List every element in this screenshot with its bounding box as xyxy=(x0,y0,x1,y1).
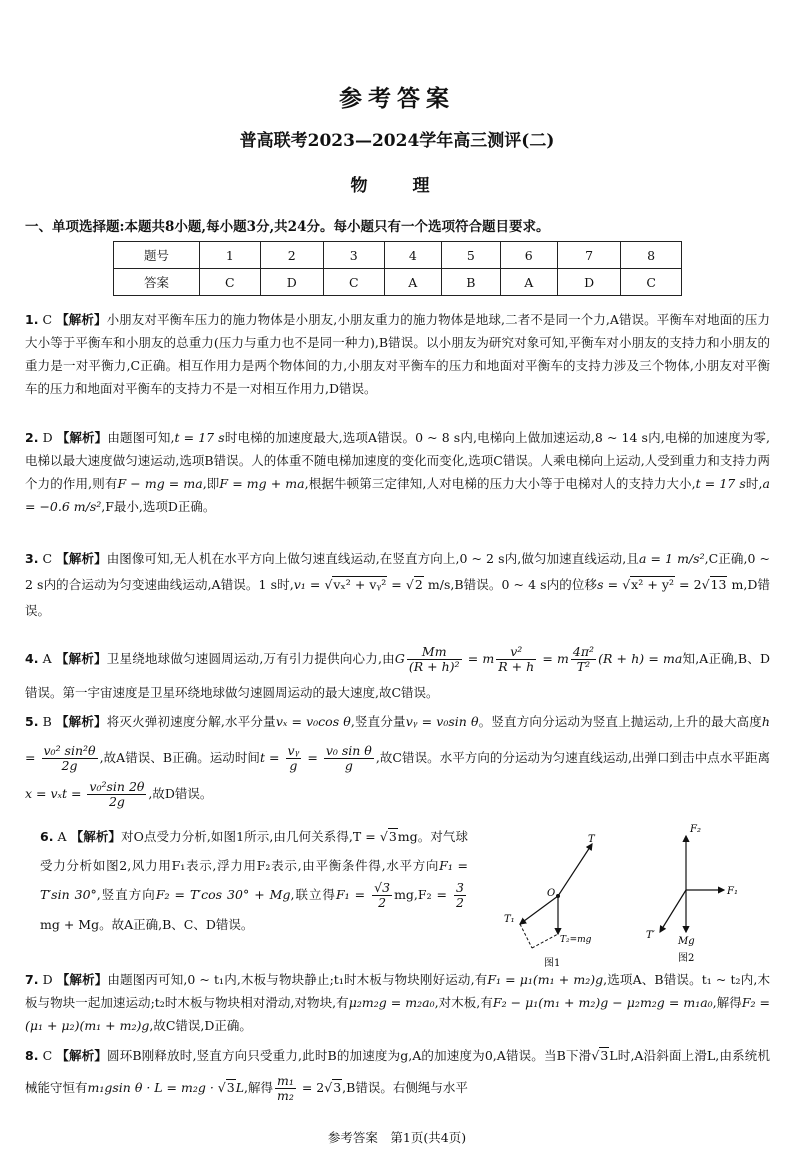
formula: a = 1 m/s² xyxy=(638,551,705,566)
denominator: g xyxy=(289,758,298,773)
answer-letter: C xyxy=(42,312,53,327)
figure-1-caption: 图1 xyxy=(544,958,561,969)
tension-T1-arrow xyxy=(520,896,558,924)
analysis-text: 卫星绕地球做匀速圆周运动,万有引力提供向心力,由 xyxy=(106,651,395,666)
formula: F₁ = μ₁(m₁ + m₂)g xyxy=(487,972,604,987)
page-footer: 参考答案 第1页(共4页) xyxy=(327,1130,467,1145)
numerator: m₁ xyxy=(277,1073,294,1088)
answer-letter: A xyxy=(57,829,67,844)
label-Tp: T′ xyxy=(646,930,655,941)
analysis-tag: 【解析】 xyxy=(56,430,108,445)
sqrt-expression: 13 xyxy=(710,577,727,592)
formula: F = mg + ma xyxy=(219,476,305,491)
sqrt-expression: vₓ² + vᵧ² xyxy=(333,577,387,592)
analysis-text: 圆环B刚释放时,竖直方向只受重力,此时B的加速度为g,A的加速度为0,A错误。当B下滑 xyxy=(107,1048,592,1063)
analysis-text: 由图像可知,无人机在水平方向上做匀速直线运动,在竖直方向上,0 ~ 2 s内,做匀加速直线运动,且 xyxy=(106,551,639,566)
fraction xyxy=(324,744,374,773)
answer-letter: C xyxy=(42,1048,53,1063)
formula: = m xyxy=(538,651,569,666)
question-6: 6. A 【解析】对O点受力分析,如图1所示,由几何关系得,T = √3mg。对气球受力分析如图2,风力用F₁表示,浮力用F₂表示,由平衡条件得,水平方向F₁ = T′sin 30°,竖直方向F₂ = T′cos 30° + Mg,联立得F₁ = $\frac{√3}{2}$ mg,F₂ = $\frac{3}{2}$ mg + Mg。故A正确,B、C、D错误。 xyxy=(40,829,468,932)
question-number: 7. xyxy=(25,972,39,987)
formula: F₂ − μ₁(m₁ + m₂)g − μ₂m₂g = m₁a₀ xyxy=(492,995,713,1010)
numerator: v₀ sin θ xyxy=(325,743,372,758)
analysis-text: 将灭火弹初速度分解,水平分量 xyxy=(106,714,276,729)
analysis-text: ,B错误。右侧绳与水平 xyxy=(342,1080,468,1095)
numerator: vᵧ xyxy=(287,743,300,758)
analysis-text: = 2 xyxy=(297,1080,325,1095)
fraction xyxy=(42,744,98,773)
analysis-text: 对O点受力分析,如图1所示,由几何关系得,T = xyxy=(121,829,380,844)
analysis-tag: 【解析】 xyxy=(70,829,121,844)
formula: x = vₓt = xyxy=(25,786,86,801)
sqrt-expression: 3 xyxy=(600,1048,609,1063)
analysis-text: mg。对气球受力分析如图2,风力用F₁表示,浮力用F₂表示,由平衡条件得,水平方向 xyxy=(40,829,468,873)
fraction xyxy=(407,645,462,674)
question-number: 3. xyxy=(25,551,39,566)
analysis-text: 。竖直方向分运动为竖直上抛运动,上升的最大高度 xyxy=(478,714,762,729)
denominator: 2 xyxy=(456,895,464,910)
sqrt-expression: 3 xyxy=(226,1080,235,1095)
denominator: g xyxy=(344,758,353,773)
fraction xyxy=(496,645,536,674)
table-row-numbers xyxy=(114,242,682,269)
numerator: √3 xyxy=(374,880,391,895)
formula: t = 17 s xyxy=(695,476,746,491)
denominator: m₂ xyxy=(277,1088,294,1103)
label-F2: F₂ xyxy=(690,824,701,835)
analysis-text: m,D错误。 xyxy=(25,577,771,618)
sqrt-expression: x² + y² xyxy=(631,577,674,592)
fraction xyxy=(571,645,596,674)
analysis-tag: 【解析】 xyxy=(56,312,107,327)
question-4 xyxy=(25,642,770,710)
formula: F − mg = ma xyxy=(117,476,203,491)
formula: = xyxy=(303,750,322,765)
numerator: v₀² sin²θ xyxy=(43,743,96,758)
label-T2: T₂=mg xyxy=(560,935,592,945)
analysis-text: ,故C错误,D正确。 xyxy=(149,1018,252,1033)
table-cell: A xyxy=(384,269,442,296)
question-number: 5. xyxy=(25,714,39,729)
analysis-text: ,F最小,选项D正确。 xyxy=(101,499,216,514)
numerator: Mm xyxy=(407,645,462,660)
question-number: 1. xyxy=(25,312,39,327)
tension-T-arrow xyxy=(558,844,592,896)
question-2 xyxy=(25,426,770,518)
analysis-text: ,故C错误。水平方向的分运动为匀速直线运动,出弹口到击中点水平距离 xyxy=(375,750,770,765)
formula: L xyxy=(235,1080,245,1095)
question-number: 4. xyxy=(25,651,39,666)
analysis-text: ,C正确,0 ~ 2 s内的合运动为匀变速曲线运动,A错误。1 s时, xyxy=(25,551,770,592)
analysis-text: ,解得 xyxy=(244,1080,273,1095)
analysis-text: ,解得 xyxy=(712,995,742,1010)
answer-letter: D xyxy=(42,972,53,987)
analysis-text: mg,F₂ = xyxy=(394,887,453,902)
analysis-text: ,选项A、B错误。t₁ ~ t₂内,木板与物块一起加速运动;t₂时木板与物块相对滑动,对物块,有 xyxy=(25,972,770,1010)
table-cell: 7 xyxy=(558,242,621,269)
table-header-cell: 答案 xyxy=(114,269,200,296)
formula: t = 17 s xyxy=(174,430,225,445)
analysis-text: ,故D错误。 xyxy=(148,786,213,801)
figure-2 xyxy=(646,824,738,964)
formula: m₁gsin θ · L = m₂g · xyxy=(87,1080,218,1095)
table-cell: C xyxy=(621,269,682,296)
question-5 xyxy=(25,704,770,812)
table-cell: 5 xyxy=(442,242,500,269)
analysis-text: mg + Mg。故A正确,B、C、D错误。 xyxy=(40,917,254,932)
analysis-text: 由题图丙可知,0 ~ t₁内,木板与物块静止;t₁时木板与物块刚好运动,有 xyxy=(107,972,488,987)
fraction xyxy=(286,744,302,773)
table-row-answers xyxy=(114,269,682,296)
table-cell: 4 xyxy=(384,242,442,269)
point-O xyxy=(556,894,560,898)
fraction xyxy=(372,881,392,910)
exam-title: 普高联考2023—2024学年高三测评(二) xyxy=(239,131,555,151)
formula: F₂ = (μ₁ + μ₂)(m₁ + m₂)g xyxy=(25,995,771,1033)
fraction xyxy=(454,881,466,910)
numerator: 4π² xyxy=(572,644,595,659)
analysis-text: ,竖直分量 xyxy=(350,714,406,729)
answer-letter: A xyxy=(42,651,52,666)
question-number: 8. xyxy=(25,1048,39,1063)
label-Mg: Mg xyxy=(678,936,695,947)
question-8: 8. C 【解析】圆环B刚释放时,竖直方向只受重力,此时B的加速度为g,A的加速度为0,A错误。当B下滑√3L时,A沿斜面上滑L,由系统机械能守恒有m₁gsin θ · L = m₂g · √3L,解得 $\frac{\text{m₁}}{\text{m₂}}$ = 2√3,B错误。右侧绳与水平 xyxy=(25,1048,770,1103)
force-diagrams xyxy=(498,820,768,970)
formula: a = −0.6 m/s² xyxy=(25,476,770,514)
analysis-text: ,根据牛顿第三定律知,人对电梯的压力大小等于电梯对人的支持力大小, xyxy=(304,476,696,491)
answer-table xyxy=(113,241,682,296)
tension-Tp-arrow xyxy=(660,890,686,932)
analysis-tag: 【解析】 xyxy=(55,651,107,666)
analysis-tag: 【解析】 xyxy=(56,972,108,987)
table-cell: A xyxy=(500,269,558,296)
sqrt-expression: 2 xyxy=(414,577,423,592)
table-header-cell: 题号 xyxy=(114,242,200,269)
formula: = m xyxy=(463,651,495,666)
analysis-text: = xyxy=(387,577,406,592)
analysis-text: 知,A正确,B、D错误。第一宇宙速度是卫星环绕地球做匀速圆周运动的最大速度,故C错误。 xyxy=(25,651,771,700)
formula: h = xyxy=(25,714,770,765)
analysis-text: 由题图可知, xyxy=(107,430,175,445)
analysis-text: m/s,B错误。0 ~ 4 s内的位移 xyxy=(423,577,598,592)
analysis-text: ,故A错误、B正确。运动时间 xyxy=(99,750,260,765)
denominator: (R + h)² xyxy=(408,659,460,674)
table-cell: 6 xyxy=(500,242,558,269)
question-1 xyxy=(25,308,770,400)
formula: (R + h) = ma xyxy=(598,651,683,666)
fraction xyxy=(87,780,146,809)
table-cell: D xyxy=(558,269,621,296)
denominator: 2g xyxy=(61,758,78,773)
analysis-text: 时电梯的加速度最大,选项A错误。0 ~ 8 s内,电梯向上做加速运动,8 ~ 14 s内,电梯的加速度为零,电梯以最大速度做匀速运动,选项B错误。人的体重不随电梯加速度的变化而变化,选项C错误。人乘电梯向上运动,人受到重力和支持力两个力的作用,则有 xyxy=(25,430,770,491)
question-7 xyxy=(25,968,770,1037)
sqrt-expression: 3 xyxy=(333,1080,342,1095)
analysis-text: ,对木板,有 xyxy=(434,995,493,1010)
label-F1: F₁ xyxy=(727,886,738,897)
formula: vₓ = v₀cos θ xyxy=(275,714,351,729)
table-cell: B xyxy=(442,269,500,296)
formula: F₂ = T′cos 30° + Mg xyxy=(155,887,291,902)
fraction xyxy=(275,1074,296,1103)
numerator: v₀²sin 2θ xyxy=(89,779,145,794)
table-cell: 1 xyxy=(200,242,261,269)
analysis-tag: 【解析】 xyxy=(55,714,107,729)
formula: G xyxy=(394,651,405,666)
analysis-text: ,竖直方向 xyxy=(96,887,156,902)
question-3: 3. C 【解析】由图像可知,无人机在水平方向上做匀速直线运动,在竖直方向上,0 ~ 2 s内,做匀加速直线运动,且a = 1 m/s²,C正确,0 ~ 2 s内的合运动为匀变速曲线运动,A错误。1 s时,v₁ = √vₓ² + vᵧ² = √2 m/s,B错误。0 ~ 4 s内的位移s = √x² + y² = 2√13 m,D错误。 xyxy=(25,551,771,618)
answer-letter: B xyxy=(42,714,52,729)
figure-2-caption: 图2 xyxy=(678,953,695,964)
analysis-tag: 【解析】 xyxy=(56,551,107,566)
formula: F₁ = T′sin 30° xyxy=(40,858,468,902)
table-cell: D xyxy=(260,269,323,296)
denominator: T² xyxy=(576,659,591,674)
page-title: 参考答案 xyxy=(339,85,455,112)
label-T1: T₁ xyxy=(504,914,515,925)
table-cell: 2 xyxy=(260,242,323,269)
table-cell: 3 xyxy=(323,242,384,269)
analysis-tag: 【解析】 xyxy=(56,1048,108,1063)
figure-1 xyxy=(504,834,596,969)
subject-title: 物 理 xyxy=(350,176,444,196)
formula: t = xyxy=(259,750,284,765)
analysis-text: ,联立得 xyxy=(290,887,336,902)
label-T: T xyxy=(588,834,595,845)
answer-letter: D xyxy=(42,430,53,445)
formula: v₁ = xyxy=(293,577,325,592)
table-cell: C xyxy=(323,269,384,296)
formula: μ₂m₂g = m₂a₀ xyxy=(348,995,435,1010)
section-heading: 一、单项选择题:本题共8小题,每小题3分,共24分。每小题只有一个选项符合题目要求。 xyxy=(25,219,550,235)
numerator: v² xyxy=(496,645,536,660)
dashed-line xyxy=(532,934,558,948)
analysis-text: L时,A沿斜面上滑L,由系统机械能守恒有 xyxy=(25,1048,770,1095)
analysis-text: ,即 xyxy=(202,476,220,491)
question-number: 2. xyxy=(25,430,39,445)
formula: F₁ = xyxy=(336,887,371,902)
answer-letter: C xyxy=(42,551,53,566)
table-cell: C xyxy=(200,269,261,296)
sqrt-expression: 3 xyxy=(388,829,397,844)
table-cell: 8 xyxy=(621,242,682,269)
analysis-text: 时, xyxy=(745,476,763,491)
analysis-text: 小朋友对平衡车压力的施力物体是小朋友,小朋友重力的施力物体是地球,二者不是同一个力,A错误。平衡车对地面的压力大小等于平衡车和小朋友的总重力(压力与重力也不是同一种力),B错误。以小朋友为研究对象可知,平衡车对小朋友的支持力和小朋友的重力是一对平衡力,C正确。相互作用力是两个物体间的力,小朋友对平衡车的压力和地面对平衡车的支持力涉及三个物体,小朋友对平衡车的压力和地面对平衡车的支持力不是一对相互作用力,D错误。 xyxy=(25,312,770,396)
denominator: R + h xyxy=(498,659,535,674)
denominator: 2 xyxy=(378,895,387,910)
denominator: 2g xyxy=(108,794,125,809)
formula: vᵧ = v₀sin θ xyxy=(405,714,479,729)
formula: s = xyxy=(597,577,623,592)
analysis-text: = 2 xyxy=(674,577,702,592)
label-O: O xyxy=(547,888,556,899)
question-number: 6. xyxy=(40,829,54,844)
numerator: 3 xyxy=(456,880,464,895)
dashed-line xyxy=(520,924,532,948)
